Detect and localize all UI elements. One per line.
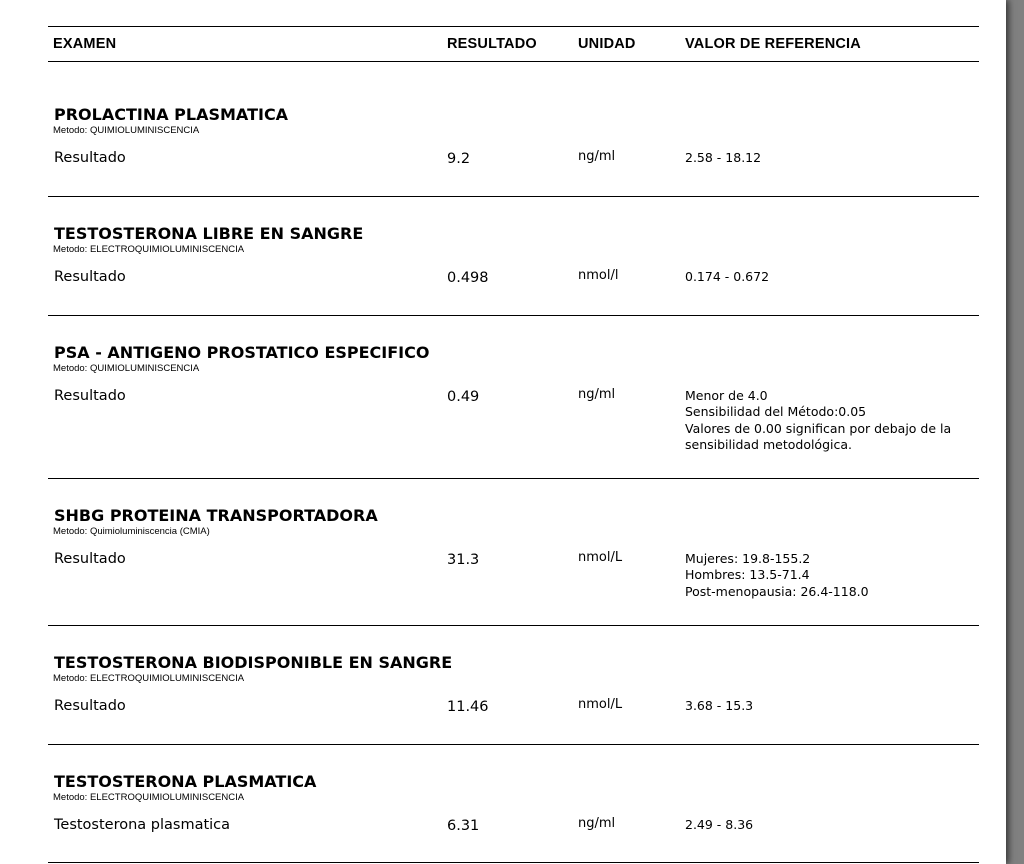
result-label: Resultado xyxy=(54,269,126,285)
reference-line: 2.49 - 8.36 xyxy=(685,817,754,832)
result-unit: nmol/L xyxy=(578,550,623,565)
header-top-rule xyxy=(48,26,979,27)
header-exam: EXAMEN xyxy=(53,36,117,52)
result-value: 31.3 xyxy=(447,552,480,568)
reference-line: sensibilidad metodológica. xyxy=(685,437,852,453)
result-unit: ng/ml xyxy=(578,149,616,164)
reference-range xyxy=(685,817,753,833)
reference-line: Mujeres: 19.8-155.2 xyxy=(685,551,811,566)
exam-title: TESTOSTERONA LIBRE EN SANGRE xyxy=(54,224,364,243)
section-divider xyxy=(48,862,979,863)
reference-line: 3.68 - 15.3 xyxy=(685,698,754,713)
exam-title: TESTOSTERONA PLASMATICA xyxy=(54,772,317,791)
reference-range xyxy=(685,698,753,714)
reference-line: Valores de 0.00 significan por debajo de la xyxy=(685,420,952,436)
section-divider xyxy=(48,196,979,197)
reference-range xyxy=(685,269,769,285)
reference-range xyxy=(685,388,951,454)
exam-title: TESTOSTERONA BIODISPONIBLE EN SANGRE xyxy=(54,653,453,672)
reference-line: 0.174 - 0.672 xyxy=(685,269,770,284)
exam-method: Metodo: QUIMIOLUMINISCENCIA xyxy=(53,363,200,374)
result-value: 0.49 xyxy=(447,389,480,405)
exam-method: Metodo: Quimioluminiscencia (CMIA) xyxy=(53,526,210,537)
header-reference: VALOR DE REFERENCIA xyxy=(685,36,861,52)
result-unit: ng/ml xyxy=(578,387,616,402)
exam-method: Metodo: QUIMIOLUMINISCENCIA xyxy=(53,125,200,136)
reference-line: 2.58 - 18.12 xyxy=(685,150,762,165)
exam-method: Metodo: ELECTROQUIMIOLUMINISCENCIA xyxy=(53,673,245,684)
reference-range xyxy=(685,551,869,600)
result-value: 11.46 xyxy=(447,699,489,715)
section-divider xyxy=(48,478,979,479)
reference-range xyxy=(685,150,761,166)
result-unit: ng/ml xyxy=(578,816,616,831)
section-divider xyxy=(48,625,979,626)
reference-line: Sensibilidad del Método:0.05 xyxy=(685,404,867,420)
section-divider xyxy=(48,744,979,745)
result-label: Resultado xyxy=(54,551,126,567)
result-value: 6.31 xyxy=(447,818,480,834)
result-value: 9.2 xyxy=(447,151,471,167)
result-label: Resultado xyxy=(54,698,126,714)
exam-title: SHBG PROTEINA TRANSPORTADORA xyxy=(54,506,378,525)
reference-line: Post-menopausia: 26.4-118.0 xyxy=(685,583,869,599)
exam-title: PROLACTINA PLASMATICA xyxy=(54,105,289,124)
exam-method: Metodo: ELECTROQUIMIOLUMINISCENCIA xyxy=(53,244,245,255)
result-unit: nmol/l xyxy=(578,268,619,283)
reference-line: Menor de 4.0 xyxy=(685,388,768,403)
exam-title: PSA - ANTIGENO PROSTATICO ESPECIFICO xyxy=(54,343,430,362)
result-label: Testosterona plasmatica xyxy=(54,817,231,833)
result-value: 0.498 xyxy=(447,270,489,286)
exam-method: Metodo: ELECTROQUIMIOLUMINISCENCIA xyxy=(53,792,245,803)
header-result: RESULTADO xyxy=(447,36,537,52)
reference-line: Hombres: 13.5-71.4 xyxy=(685,567,810,583)
result-label: Resultado xyxy=(54,150,126,166)
result-label: Resultado xyxy=(54,388,126,404)
result-unit: nmol/L xyxy=(578,697,623,712)
section-divider xyxy=(48,315,979,316)
header-bottom-rule xyxy=(48,61,979,62)
header-unit: UNIDAD xyxy=(578,36,636,52)
